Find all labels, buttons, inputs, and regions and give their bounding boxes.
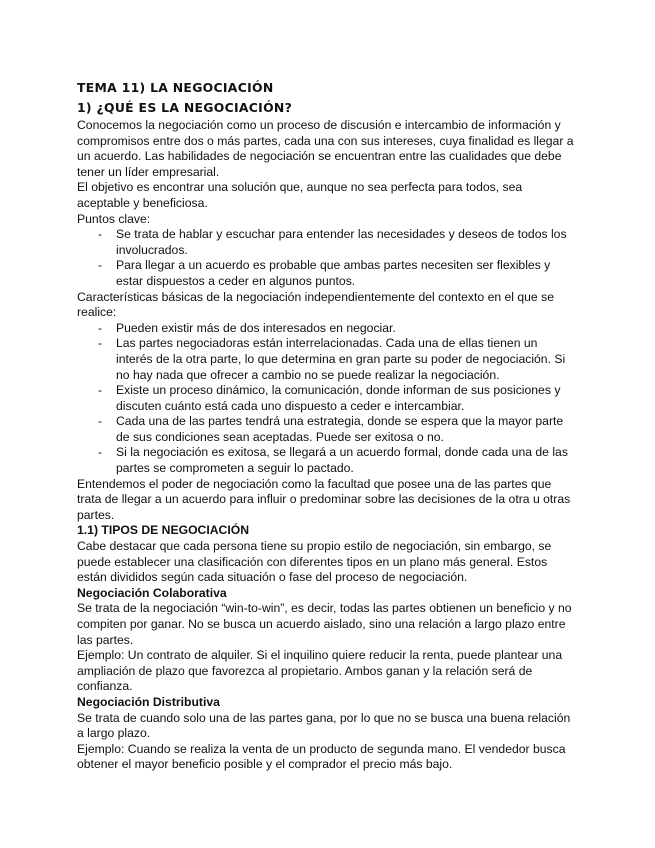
collaborative-paragraph: Se trata de la negociación “win-to-win”, es decir, todas las partes obtienen un beneficio y no compiten por ganar. No se busca un acuerdo aislado, sino una relación a largo plazo entre las partes. [77, 601, 572, 647]
dash-bullet-icon: - [98, 445, 103, 460]
characteristics-list [77, 321, 577, 477]
collaborative-heading: Negociación Colaborativa [77, 585, 227, 600]
characteristics-label: Características básicas de la negociación independientemente del contexto en el que se realice: [77, 289, 554, 320]
dash-bullet-icon: - [98, 258, 103, 273]
list-item [77, 414, 577, 445]
list-item-text: Se trata de hablar y escuchar para entender las necesidades y deseos de todos los involucrados. [116, 227, 567, 257]
list-item [77, 383, 577, 414]
dash-bullet-icon: - [98, 336, 103, 351]
dash-bullet-icon: - [98, 414, 103, 429]
list-item [77, 227, 577, 258]
intro-paragraph: Conocemos la negociación como un proceso de discusión e intercambio de información y compromisos entre dos o más partes, cada una con sus intereses, cuya finalidad es llegar a un acuerdo. Las habilidades de negociación se encuentran entre las cualidades que debe tener un líder empresarial. [77, 118, 574, 179]
distributive-heading: Negociación Distributiva [77, 694, 220, 709]
document-title: TEMA 11) LA NEGOCIACIÓN [77, 80, 274, 95]
distributive-example: Ejemplo: Cuando se realiza la venta de un producto de segunda mano. El vendedor busca obtener el mayor beneficio posible y el comprador el precio más bajo. [77, 741, 566, 772]
list-item [77, 336, 577, 383]
power-paragraph: Entendemos el poder de negociación como la facultad que posee una de las partes que trata de llegar a un acuerdo para influir o predominar sobre las decisiones de la otra u otras partes. [77, 476, 571, 522]
collaborative-example: Ejemplo: Un contrato de alquiler. Si el inquilino quiere reducir la renta, puede plantear una ampliación de plazo que favorezca al propietario. Ambos ganan y la relación será de confianza. [77, 648, 563, 694]
list-item-text: Pueden existir más de dos interesados en negociar. [116, 320, 396, 335]
list-item [77, 321, 577, 337]
document-page [77, 78, 577, 773]
types-intro-paragraph: Cabe destacar que cada persona tiene su propio estilo de negociación, sin embargo, se puede establecer una clasificación con diferentes tipos en un plano más general. Estos están divididos según cada situación o fase del proceso de negociación. [77, 539, 552, 585]
dash-bullet-icon: - [98, 227, 103, 242]
list-item-text: Si la negociación es exitosa, se llegará a un acuerdo formal, donde cada una de las partes se comprometen a seguir lo pactado. [116, 445, 568, 476]
list-item-text: Existe un proceso dinámico, la comunicación, donde informan de sus posiciones y discuten cuánto está cada uno dispuesto a ceder e intercambiar. [116, 383, 561, 413]
key-points-list [77, 227, 577, 289]
dash-bullet-icon: - [98, 383, 103, 398]
dash-bullet-icon: - [98, 320, 103, 335]
list-item-text: Para llegar a un acuerdo es probable que ambas partes necesiten ser flexibles y estar dispuestos a ceder en algunos puntos. [116, 258, 551, 288]
distributive-paragraph: Se trata de cuando solo una de las partes gana, por lo que no se busca una buena relación a largo plazo. [77, 710, 571, 741]
list-item [77, 445, 577, 476]
list-item [77, 258, 577, 289]
key-points-label: Puntos clave: [77, 211, 151, 226]
objective-paragraph: El objetivo es encontrar una solución que, aunque no sea perfecta para todos, sea aceptable y beneficiosa. [77, 180, 523, 210]
section-heading-tipos: 1.1) TIPOS DE NEGOCIACIÓN [77, 523, 250, 538]
section-heading-que-es: 1) ¿QUÉ ES LA NEGOCIACIÓN? [77, 100, 293, 115]
list-item-text: Cada una de las partes tendrá una estrategia, donde se espera que la mayor parte de sus condiciones sean aceptadas. Puede ser exitosa o no. [116, 414, 564, 444]
list-item-text: Las partes negociadoras están interrelacionadas. Cada una de ellas tienen un interés de la otra parte, lo que determina en gran parte su poder de negociación. Si no hay nada que ofrecer a cambio no se puede realizar la negociación. [116, 336, 566, 382]
